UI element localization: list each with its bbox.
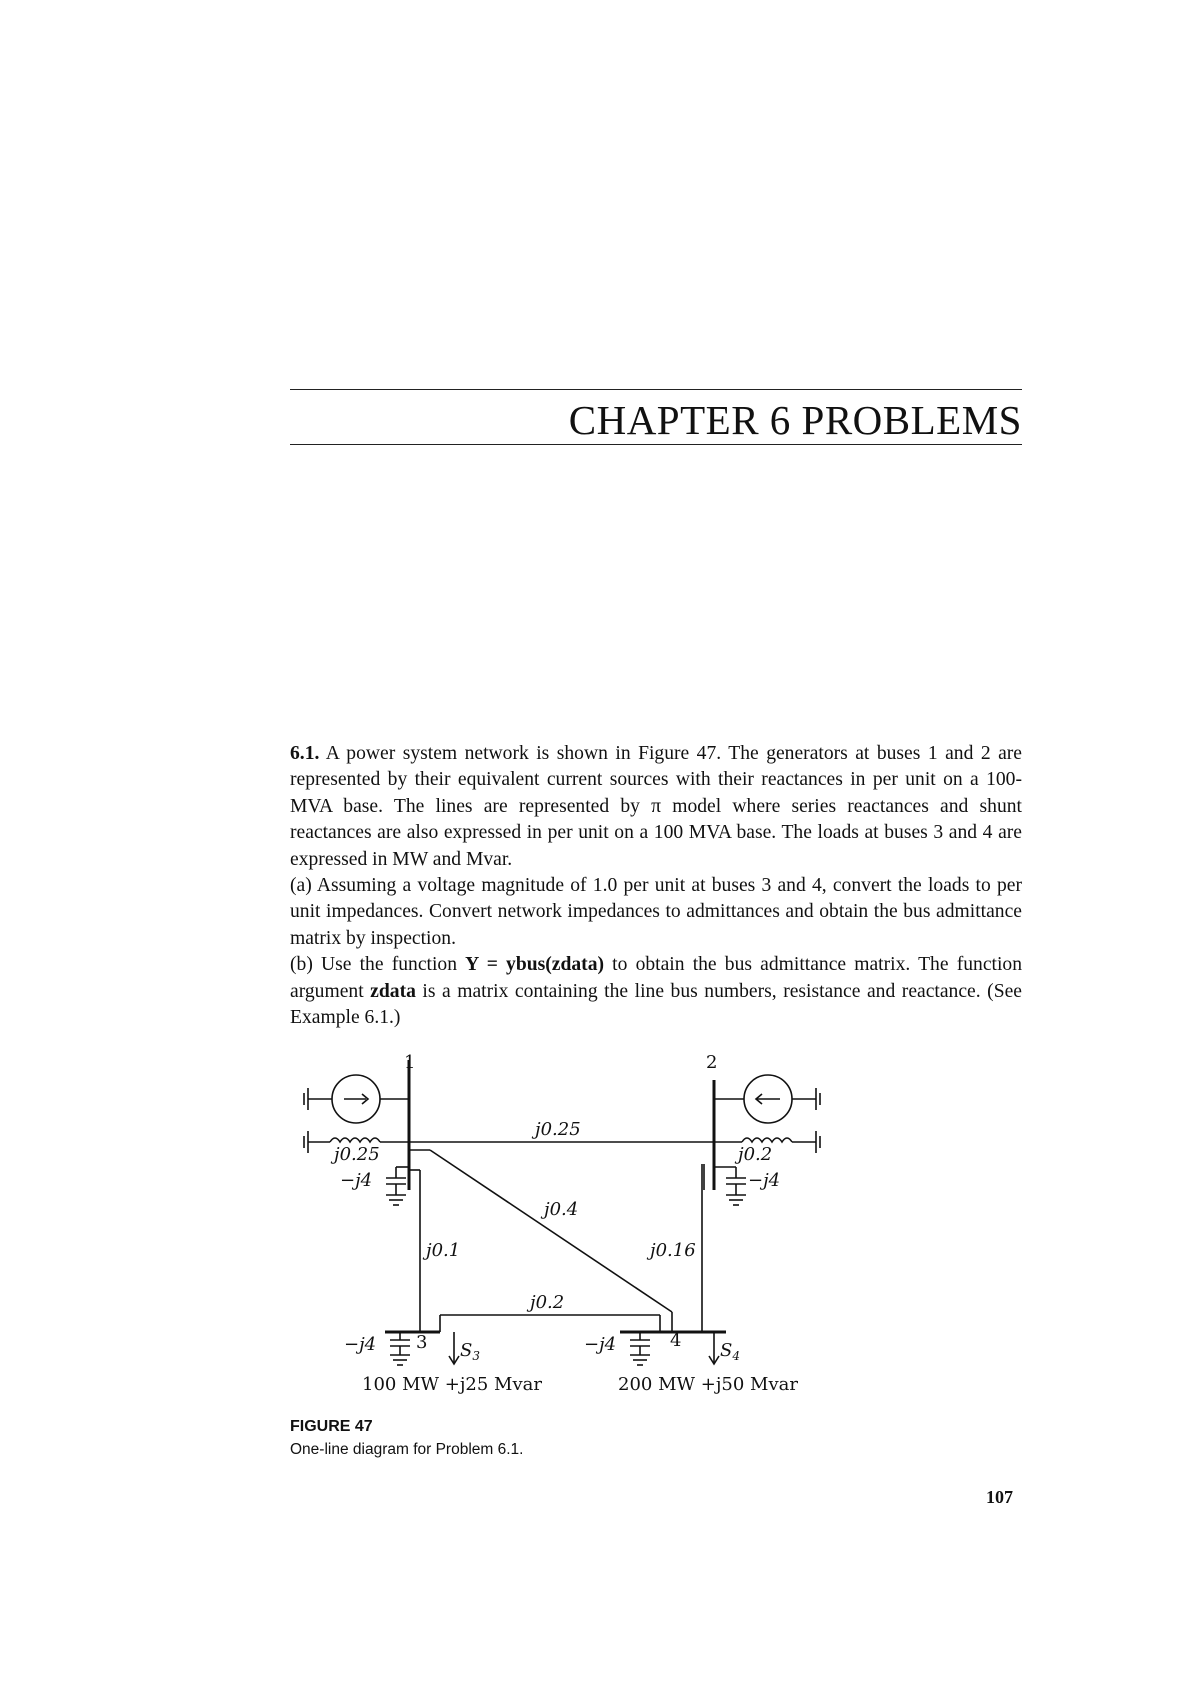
bus-1-label: 1 xyxy=(404,1052,416,1073)
problem-number: 6.1. xyxy=(290,743,320,764)
line-34-reactance: j0.2 xyxy=(530,1292,565,1313)
chapter-title: CHAPTER 6 PROBLEMS xyxy=(568,397,1022,443)
problem-part-a: (a) Assuming a voltage magnitude of 1.0 per unit at buses 3 and 4, convert the loads to per unit impedances. Convert network impedances to admittances and obtain the bus admittance matrix by inspection. xyxy=(290,875,1022,949)
page-number: 107 xyxy=(986,1487,1013,1507)
line-24-reactance: j0.16 xyxy=(650,1240,696,1261)
shunt-3-label: −j4 xyxy=(344,1334,377,1355)
line-13-reactance: j0.1 xyxy=(426,1240,461,1261)
one-line-diagram xyxy=(290,1050,850,1410)
part-b-text-1: (b) Use the function xyxy=(290,954,466,976)
problem-intro-text: A power system network is shown in Figure 47. The generators at buses 1 and 2 are represented by their equivalent current sources with their reactances in per unit on a 100-MVA base. The lines are represented by π model where series reactances and shunt reactances are also expressed in per unit on a 100 MVA base. The loads at buses 3 and 4 are expressed in MW and Mvar. xyxy=(290,743,1022,870)
line-14-reactance: j0.4 xyxy=(544,1199,579,1220)
part-b-text-2: to obtain the bus admittance matrix. The function argument xyxy=(290,954,1022,1002)
bus-4-label: 4 xyxy=(670,1330,682,1351)
gen-1-reactance: j0.25 xyxy=(334,1144,380,1165)
gen-2-reactor xyxy=(742,1138,792,1142)
bus-2-label: 2 xyxy=(706,1052,718,1073)
part-b-code: Y = ybus(zdata) xyxy=(465,954,605,976)
part-b-arg: zdata xyxy=(370,980,416,1002)
problem-text xyxy=(290,741,1022,1031)
load-3-value: 100 MW +j25 Mvar xyxy=(362,1374,542,1395)
part-b-text-3: is a matrix containing the line bus numbers, resistance and reactance. (See Example 6.1.) xyxy=(290,980,1022,1029)
line-1-4 xyxy=(430,1150,672,1312)
bus-3-label: 3 xyxy=(416,1332,428,1353)
figure-caption: One-line diagram for Problem 6.1. xyxy=(290,1441,524,1458)
shunt-4-label: −j4 xyxy=(584,1334,617,1355)
chapter-rule-bottom xyxy=(290,444,1022,445)
gen-1-reactor xyxy=(330,1138,380,1142)
shunt-2-label: −j4 xyxy=(748,1170,781,1191)
load-3-symbol: $S_3$ xyxy=(460,1340,480,1363)
gen-2-reactance: j0.2 xyxy=(738,1144,773,1165)
problem-part-b xyxy=(290,952,1022,1031)
chapter-rule-top xyxy=(290,389,1022,390)
figure-label: FIGURE 47 xyxy=(290,1418,373,1435)
problem-intro xyxy=(290,741,1022,873)
line-12-reactance: j0.25 xyxy=(535,1119,581,1140)
shunt-1-label: −j4 xyxy=(340,1170,373,1191)
load-4-value: 200 MW +j50 Mvar xyxy=(618,1374,798,1395)
load-4-symbol: $S_4$ xyxy=(720,1340,740,1363)
